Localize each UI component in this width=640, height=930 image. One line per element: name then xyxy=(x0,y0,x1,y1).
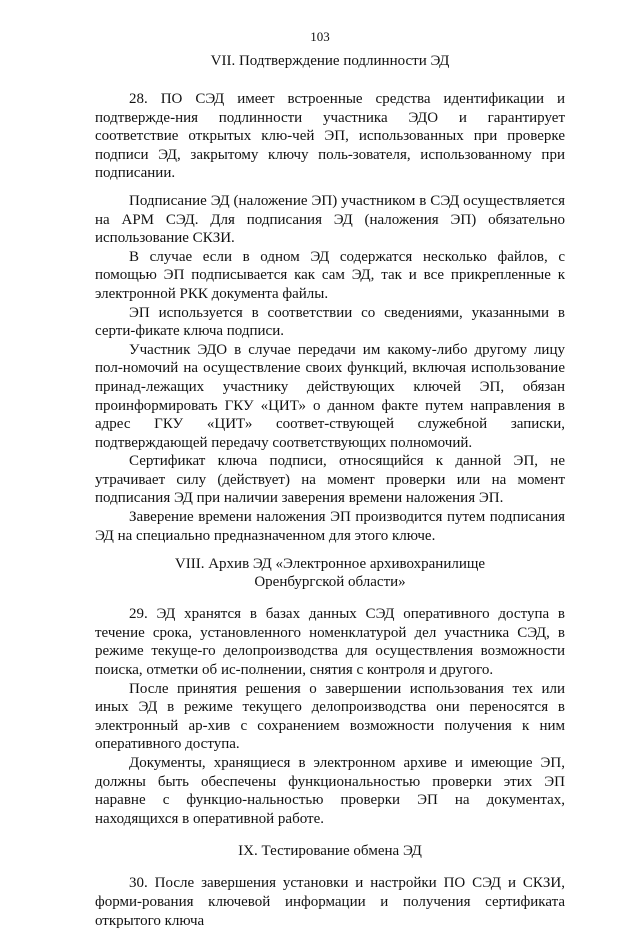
paragraph: 28. ПО СЭД имеет встроенные средства идентификации и подтвержде-ния подлинности участника ЭДО и гарантирует соответствие открытых клю-чей ЭП, использованных при проверке подписи ЭД, закрытому ключу поль-зователя, использованному при подписании. xyxy=(95,91,565,182)
paragraph: 29. ЭД хранятся в базах данных СЭД оперативного доступа в течение срока, установленного номенклатурой дел участника СЭД, в режиме текуще-го делопроизводства для осуществления возможности поиска, отметки об ис-полнении, снятия с контроля и другого. xyxy=(95,606,565,679)
section-heading-ix: IX. Тестирование обмена ЭД xyxy=(238,843,422,860)
page-number: 103 xyxy=(310,29,330,44)
paragraph: Подписание ЭД (наложение ЭП) участником в СЭД осуществляется на АРМ СЭД. Для подписания ЭД (наложения ЭП) обязательно использование СКЗИ. xyxy=(95,192,565,247)
section-heading-viii-line2: Оренбургской области» xyxy=(254,574,406,591)
paragraph: Участник ЭДО в случае передачи им какому-либо другому лицу пол-номочий на осуществление своих функций, включая использование принад-лежащих участнику действующих ключей ЭП, обязан проинформировать ГКУ «ЦИТ» о данном факте путем направления в адрес ГКУ «ЦИТ» соответ-ствующей служебной записки, подтверждающей передачу соответствующих полномочий. xyxy=(95,341,565,451)
paragraph: Сертификат ключа подписи, относящийся к данной ЭП, не утрачивает силу (действует) на момент проверки или на момент подписания ЭД при наличии заверения времени наложения ЭП. xyxy=(95,453,565,507)
paragraph-gap xyxy=(95,183,565,192)
paragraph: Документы, хранящиеся в электронном архиве и имеющие ЭП, должны быть обеспечены функциональностью проверки этих ЭП наравне с функцио-нальностью проверки ЭП на документах, находящихся в оперативной работе. xyxy=(95,755,565,827)
paragraph: ЭП используется в соответствии со сведениями, указанными в серти-фикате ключа подписи. xyxy=(95,304,565,340)
paragraph: После принятия решения о завершении использования тех или иных ЭД в режиме текущего делопроизводства они переносятся в электронный ар-хив с сохранением возможности получения к ним оперативного доступа. xyxy=(95,680,565,753)
paragraph: В случае если в одном ЭД содержатся несколько файлов, с помощью ЭП подписывается как сам ЭД, так и все прикрепленные к электронной РКК документа файлы. xyxy=(95,248,565,302)
document-body xyxy=(95,52,565,930)
section-heading-vii: VII. Подтверждение подлинности ЭД xyxy=(210,53,450,69)
section-heading-viii-line1: VIII. Архив ЭД «Электронное архивохранилище xyxy=(174,556,486,573)
paragraph: 30. После завершения установки и настройки ПО СЭД и СКЗИ, форми-рования ключевой информации и получения сертификата открытого ключа xyxy=(95,875,565,929)
section-heading-viii xyxy=(95,555,565,591)
paragraph: Заверение времени наложения ЭП производится путем подписания ЭД на специально предназначенном для этого ключе. xyxy=(95,509,565,544)
